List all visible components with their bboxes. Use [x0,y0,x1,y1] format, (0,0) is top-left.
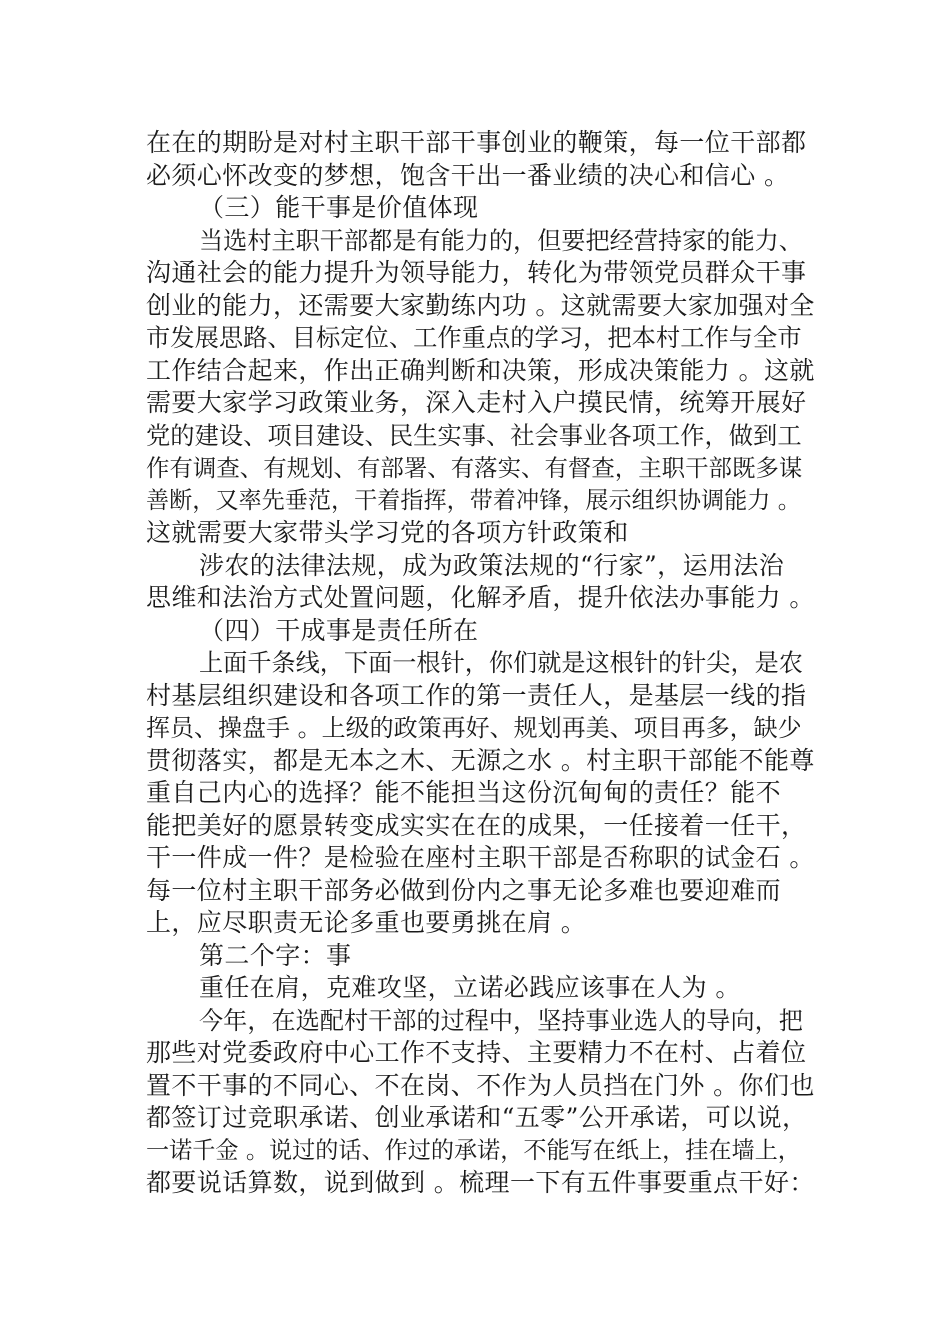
text-line: 当选村主职干部都是有能力的，但要把经营持家的能力、 [199,226,803,255]
text-line: 一诺千金 。说过的话、作过的承诺，不能写在纸上，挂在墙上， [146,1137,801,1164]
text-line: （四）干成事是责任所在 [199,615,479,645]
text-line: 作有调查、有规划、有部署、有落实、有督查，主职干部既多谋 [146,454,803,482]
text-line: 在在的期盼是对村主职干部干事创业的鞭策，每一位干部都 [146,128,807,157]
text-line: 创业的能力，还需要大家勤练内功 。这就需要大家加强对全 [146,290,815,320]
text-line: 能把美好的愿景转变成实实在在的成果，一任接着一任干， [146,810,807,840]
text-line: 那些对党委政府中心工作不支持、主要精力不在村、占着位 [146,1038,807,1067]
text-line: 都要说话算数，说到做到 。梳理一下有五件事要重点干好： [146,1168,815,1197]
text-line: 今年，在选配村干部的过程中，坚持事业选人的导向，把 [199,1006,803,1035]
text-line: 村基层组织建设和各项工作的第一责任人，是基层一线的指 [146,680,807,710]
text-line: 党的建设、项目建设、民生实事、社会事业各项工作，做到工 [146,420,802,450]
text-line: （三）能干事是价值体现 [199,193,479,222]
text-line: 必须心怀改变的梦想，饱含干出一番业绩的决心和信心 。 [146,160,790,190]
text-line: 贯彻落实，都是无本之木、无源之水 。村主职干部能不能尊 [146,745,815,775]
text-line: 上面千条线，下面一根针，你们就是这根针的针尖，是农 [199,649,803,677]
text-line: 干一件成一件？是检验在座村主职干部是否称职的试金石 。 [146,843,815,872]
text-line: 涉农的法律法规，成为政策法规的“行家”，运用法治 [199,550,785,580]
text-line: 第二个字：事 [199,940,352,970]
text-line: 重自己内心的选择？能不能担当这份沉甸甸的责任？能不 [146,778,782,807]
text-line: 每一位村主职干部务必做到份内之事无论多难也要迎难而 [146,875,782,905]
text-line: 市发展思路、目标定位、工作重点的学习，把本村工作与全市 [146,323,802,352]
text-line: 重任在肩，克难攻坚，立诺必践应该事在人为 。 [199,973,741,1002]
text-line: 工作结合起来，作出正确判断和决策，形成决策能力 。这就 [146,355,815,385]
text-line: 沟通社会的能力提升为领导能力，转化为带领党员群众干事 [146,258,807,287]
text-line: 置不干事的不同心、不在岗、不作为人员挡在门外 。你们也 [146,1070,815,1100]
text-line: 这就需要大家带头学习党的各项方针政策和 [146,518,629,547]
text-line: 都签订过竞职承诺、创业承诺和“五零”公开承诺，可以说， [146,1103,808,1132]
text-line: 上，应尽职责无论多重也要勇挑在肩 。 [146,908,587,937]
text-line: 挥员、操盘手 。上级的政策再好、规划再美、项目再多，缺少 [146,714,802,742]
document-body [146,127,816,1200]
text-line: 需要大家学习政策业务，深入走村入户摸民情，统筹开展好 [146,388,807,417]
text-line: 善断，又率先垂范，干着指挥，带着冲锋，展示组织协调能力 。 [146,487,801,514]
text-line: 思维和法治方式处置问题，化解矛盾，提升依法办事能力 。 [146,583,815,612]
